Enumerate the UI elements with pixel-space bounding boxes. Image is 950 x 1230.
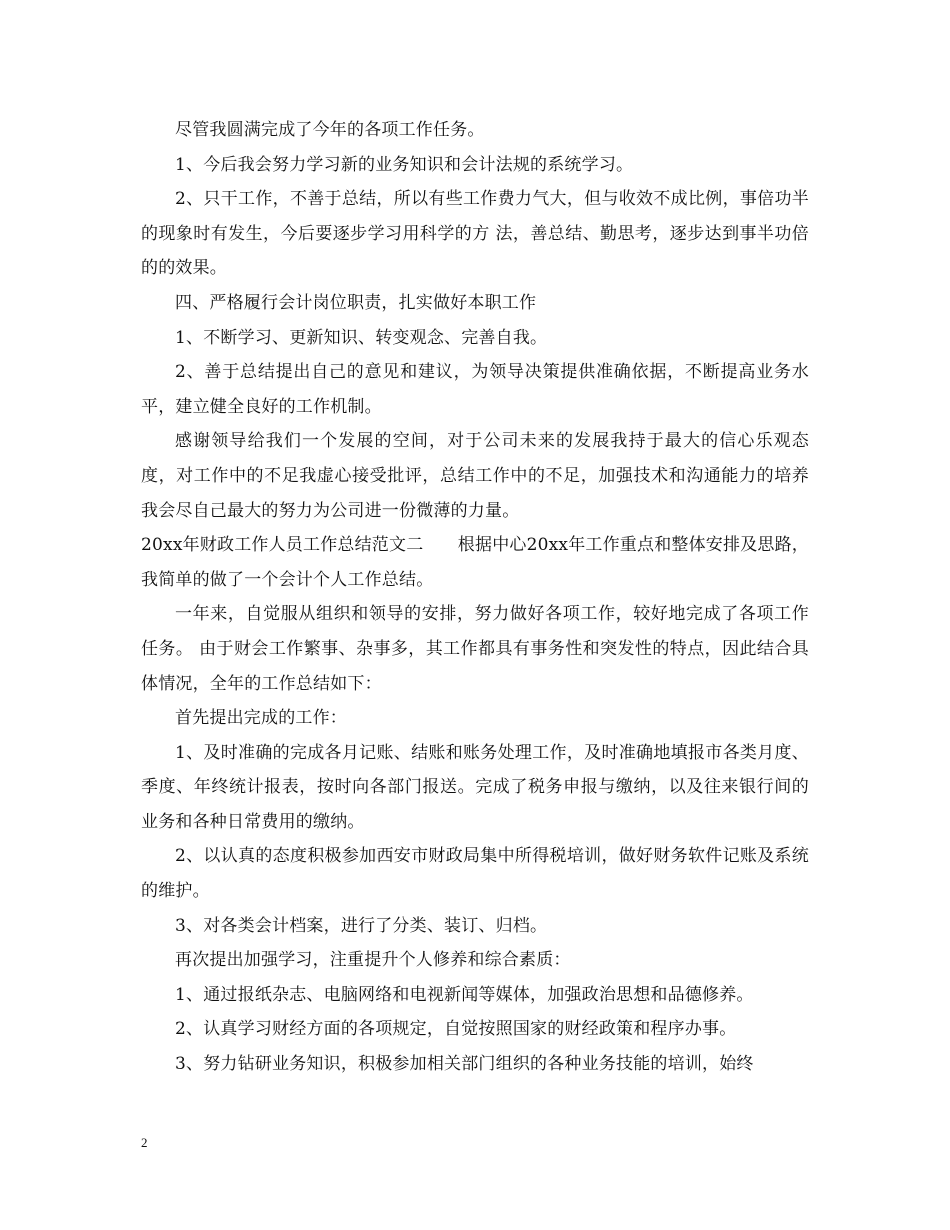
paragraph: 1、通过报纸杂志、电脑网络和电视新闻等媒体，加强政治思想和品德修养。 [175,984,754,1005]
paragraph: 20xx年财政工作人员工作总结范文二 根据中心20xx年工作重点和整体安排及思路，我简单的做了一个会计个人工作总结。 [141,535,810,590]
paragraph: 3、努力钻研业务知识，积极参加相关部门组织的各种业务技能的培训，始终 [175,1054,754,1075]
paragraph: 2、善于总结提出自己的意见和建议，为领导决策提供准确依据，不断提高业务水平，建立健全良好的工作机制。 [141,362,809,417]
paragraph: 1、不断学习、更新知识、转变观念、完善自我。 [175,327,548,348]
document-body [141,113,809,1082]
paragraph: 2、只干工作，不善于总结，所以有些工作费力气大，但与收效不成比例，事倍功半的现象时有发生，今后要逐步学习用科学的方 法，善总结、勤思考，逐步达到事半功倍的的效果。 [141,189,809,279]
paragraph: 尽管我圆满完成了今年的各项工作任务。 [175,120,485,140]
paragraph: 感谢领导给我们一个发展的空间，对于公司未来的发展我持于最大的信心乐观态度，对工作中的不足我虚心接受批评，总结工作中的不足，加强技术和沟通能力的培养我会尽自己最大的努力为公司进一份微薄的力量。 [141,431,809,521]
paragraph: 再次提出加强学习，注重提升个人修养和综合素质： [175,950,571,971]
paragraph: 四、严格履行会计岗位职责，扎实做好本职工作 [175,292,537,313]
paragraph: 一年来，自觉服从组织和领导的安排，努力做好各项工作，较好地完成了各项工作任务。 由于财会工作繁事、杂事多，其工作都具有事务性和突发性的特点，因此结合具体情况，全年的工作总结如下： [141,604,809,694]
paragraph: 首先提出完成的工作： [175,708,347,729]
paragraph: 2、认真学习财经方面的各项规定，自觉按照国家的财经政策和程序办事。 [175,1019,737,1040]
paragraph: 2、以认真的态度积极参加西安市财政局集中所得税培训，做好财务软件记账及系统的维护。 [141,846,809,902]
paragraph: 1、及时准确的完成各月记账、结账和账务处理工作，及时准确地填报市各类月度、季度、年终统计报表，按时向各部门报送。完成了税务申报与缴纳，以及往来银行间的业务和各种日常费用的缴纳。 [141,742,809,832]
paragraph: 1、今后我会努力学习新的业务知识和会计法规的系统学习。 [175,154,634,175]
page-number: 2 [141,1135,148,1150]
paragraph: 3、对各类会计档案，进行了分类、装订、归档。 [175,915,548,936]
